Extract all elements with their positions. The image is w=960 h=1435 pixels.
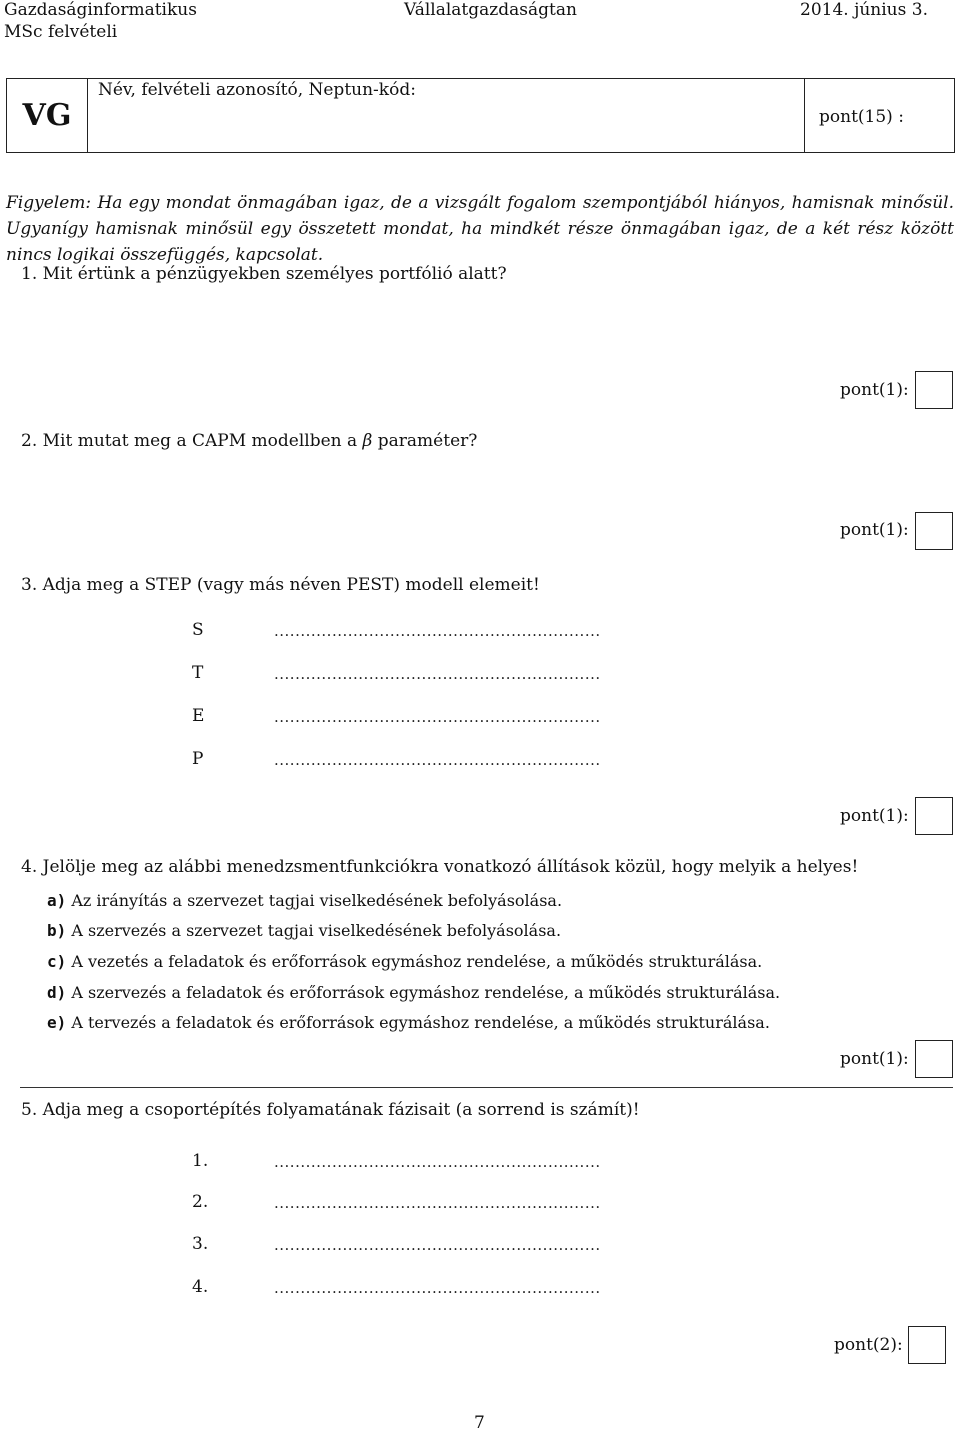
name-field-label: Név, felvételi azonosító, Neptun-kód: — [98, 80, 416, 100]
phase-number-3: 3. — [192, 1234, 209, 1254]
option-key: a) — [47, 891, 67, 910]
answer-line-s[interactable]: .............................................................. — [274, 622, 601, 640]
question-4 — [21, 857, 858, 877]
phase-number-1: 1. — [192, 1151, 209, 1171]
answer-line-phase-2[interactable]: .............................................................. — [274, 1194, 601, 1212]
q5-points-label: pont(2): — [834, 1335, 903, 1355]
phase-number-4: 4. — [192, 1277, 209, 1297]
header-exam-type: MSc felvételi — [4, 22, 118, 42]
option-key: b) — [47, 921, 67, 940]
total-score-label: pont(15) : — [819, 107, 904, 127]
step-letter-t: T — [192, 663, 204, 683]
question-number: 2. — [21, 431, 38, 451]
option-text: A tervezés a feladatok és erőforrások egymáshoz rendelése, a működés strukturálása. — [71, 1013, 770, 1032]
question-5 — [21, 1100, 640, 1120]
q4-points-label: pont(1): — [840, 1049, 909, 1069]
answer-line-phase-3[interactable]: .............................................................. — [274, 1236, 601, 1254]
header-subject: Vállalatgazdaságtan — [404, 0, 577, 20]
page-number: 7 — [474, 1413, 485, 1433]
option-e[interactable] — [47, 1013, 770, 1032]
q3-score-box[interactable] — [915, 797, 953, 835]
option-key: d) — [47, 983, 67, 1002]
option-a[interactable] — [47, 891, 562, 910]
question-2 — [21, 431, 477, 451]
header-course: Gazdaságinformatikus — [4, 0, 197, 20]
question-text-start: Mit mutat meg a CAPM modellben a — [42, 431, 363, 451]
answer-line-phase-4[interactable]: .............................................................. — [274, 1279, 601, 1297]
question-3 — [21, 575, 540, 595]
option-text: A szervezés a feladatok és erőforrások egymáshoz rendelése, a működés strukturálása. — [71, 983, 781, 1002]
q3-points-label: pont(1): — [840, 806, 909, 826]
q2-points-label: pont(1): — [840, 520, 909, 540]
question-number: 5. — [21, 1100, 38, 1120]
option-d[interactable] — [47, 983, 780, 1002]
header-date: 2014. június 3. — [800, 0, 928, 20]
question-number: 4. — [21, 857, 38, 877]
q1-points-label: pont(1): — [840, 380, 909, 400]
question-text-end: paraméter? — [372, 431, 478, 451]
option-text: A szervezés a szervezet tagjai viselkedésének befolyásolása. — [71, 921, 562, 940]
step-letter-s: S — [192, 620, 204, 640]
question-text: Jelölje meg az alábbi menedzsmentfunkciókra vonatkozó állítások közül, hogy melyik a helyes! — [42, 857, 859, 877]
question-text: Adja meg a csoportépítés folyamatának fázisait (a sorrend is számít)! — [42, 1100, 640, 1120]
step-letter-p: P — [192, 749, 204, 769]
q5-score-box[interactable] — [908, 1326, 946, 1364]
question-number: 3. — [21, 575, 38, 595]
answer-line-p[interactable]: .............................................................. — [274, 751, 601, 769]
q2-score-box[interactable] — [915, 512, 953, 550]
option-key: c) — [47, 952, 67, 971]
step-letter-e: E — [192, 706, 205, 726]
answer-line-t[interactable]: .............................................................. — [274, 665, 601, 683]
question-number: 1. — [21, 264, 38, 284]
option-text: Az irányítás a szervezet tagjai viselkedésének befolyásolása. — [71, 891, 563, 910]
answer-line-phase-1[interactable]: .............................................................. — [274, 1153, 601, 1171]
beta-symbol: β — [362, 431, 373, 451]
question-text: Adja meg a STEP (vagy más néven PEST) modell elemeit! — [42, 575, 540, 595]
q1-score-box[interactable] — [915, 371, 953, 409]
question-text: Mit értünk a pénzügyekben személyes portfólió alatt? — [42, 264, 507, 284]
section-divider — [20, 1087, 953, 1088]
option-key: e) — [47, 1013, 67, 1032]
question-1 — [21, 264, 507, 284]
q4-score-box[interactable] — [915, 1040, 953, 1078]
phase-number-2: 2. — [192, 1192, 209, 1212]
option-b[interactable] — [47, 921, 561, 940]
student-id-box — [6, 78, 955, 153]
total-score-cell[interactable] — [804, 79, 955, 152]
option-c[interactable] — [47, 952, 762, 971]
answer-line-e[interactable]: .............................................................. — [274, 708, 601, 726]
subject-code: VG — [7, 79, 88, 152]
instructions-warning: Figyelem: Ha egy mondat önmagában igaz, de a vizsgált fogalom szempontjából hiányos, hamisnak minősül. Ugyanígy hamisnak minősül egy összetett mondat, ha mindkét része önmagában igaz, de a két rész között nincs logikai összefüggés, kapcsolat. — [6, 193, 954, 265]
option-text: A vezetés a feladatok és erőforrások egymáshoz rendelése, a működés strukturálása. — [71, 952, 763, 971]
